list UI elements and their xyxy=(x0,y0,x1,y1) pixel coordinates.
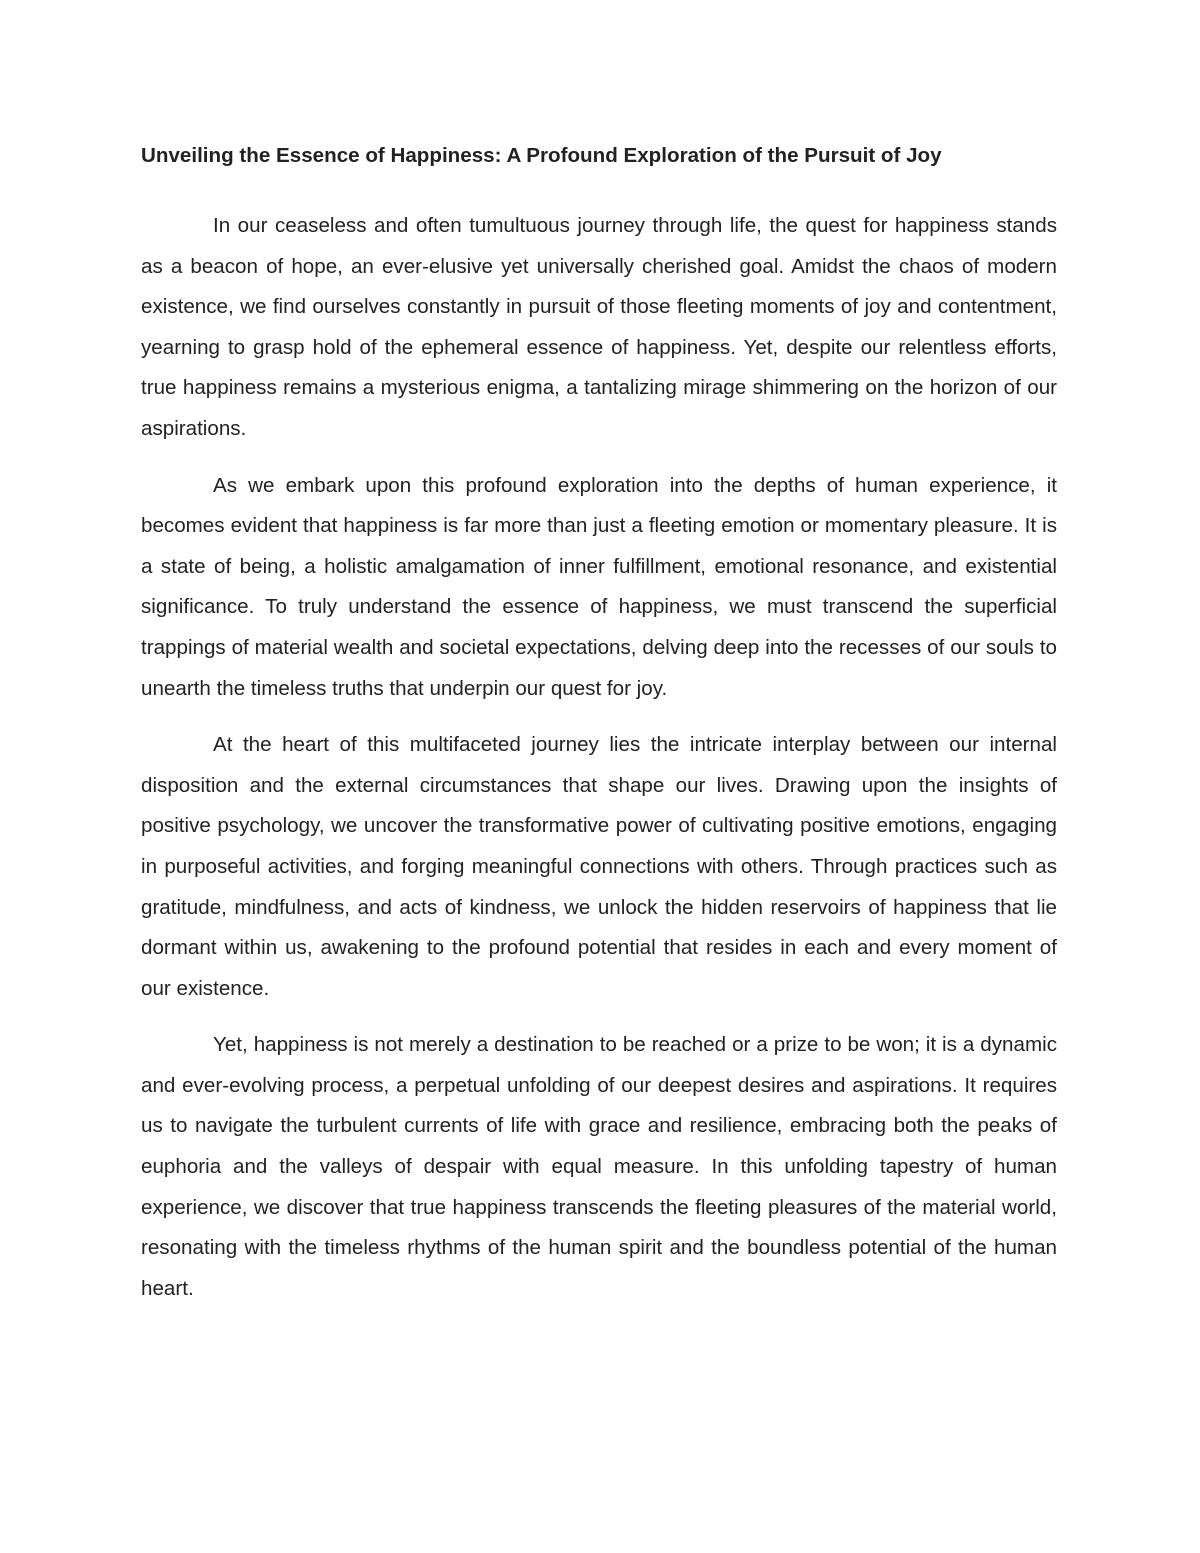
document-body xyxy=(141,138,1057,1325)
paragraph-1: In our ceaseless and often tumultuous journey through life, the quest for happiness stands as a beacon of hope, an ever-elusive yet universally cherished goal. Amidst the chaos of modern existence, we find ourselves constantly in pursuit of those fleeting moments of joy and contentment, yearning to grasp hold of the ephemeral essence of happiness. Yet, despite our relentless efforts, true happiness remains a mysterious enigma, a tantalizing mirage shimmering on the horizon of our aspirations. xyxy=(141,214,1057,440)
paragraph-2: As we embark upon this profound exploration into the depths of human experience, it becomes evident that happiness is far more than just a fleeting emotion or momentary pleasure. It is a state of being, a holistic amalgamation of inner fulfillment, emotional resonance, and existential significance. To truly understand the essence of happiness, we must transcend the superficial trappings of material wealth and societal expectations, delving deep into the recesses of our souls to unearth the timeless truths that underpin our quest for joy. xyxy=(141,473,1057,700)
document-title: Unveiling the Essence of Happiness: A Profound Exploration of the Pursuit of Joy xyxy=(141,144,942,167)
paragraph-3: At the heart of this multifaceted journey lies the intricate interplay between our internal disposition and the external circumstances that shape our lives. Drawing upon the insights of positive psychology, we uncover the transformative power of cultivating positive emotions, engaging in purposeful activities, and forging meaningful connections with others. Through practices such as gratitude, mindfulness, and acts of kindness, we unlock the hidden reservoirs of happiness that lie dormant within us, awakening to the profound potential that resides in each and every moment of our existence. xyxy=(141,733,1057,1000)
paragraph-4: Yet, happiness is not merely a destination to be reached or a prize to be won; it is a dynamic and ever-evolving process, a perpetual unfolding of our deepest desires and aspirations. It requires us to navigate the turbulent currents of life with grace and resilience, embracing both the peaks of euphoria and the valleys of despair with equal measure. In this unfolding tapestry of human experience, we discover that true happiness transcends the fleeting pleasures of the material world, resonating with the timeless rhythms of the human spirit and the boundless potential of the human heart. xyxy=(141,1033,1057,1300)
